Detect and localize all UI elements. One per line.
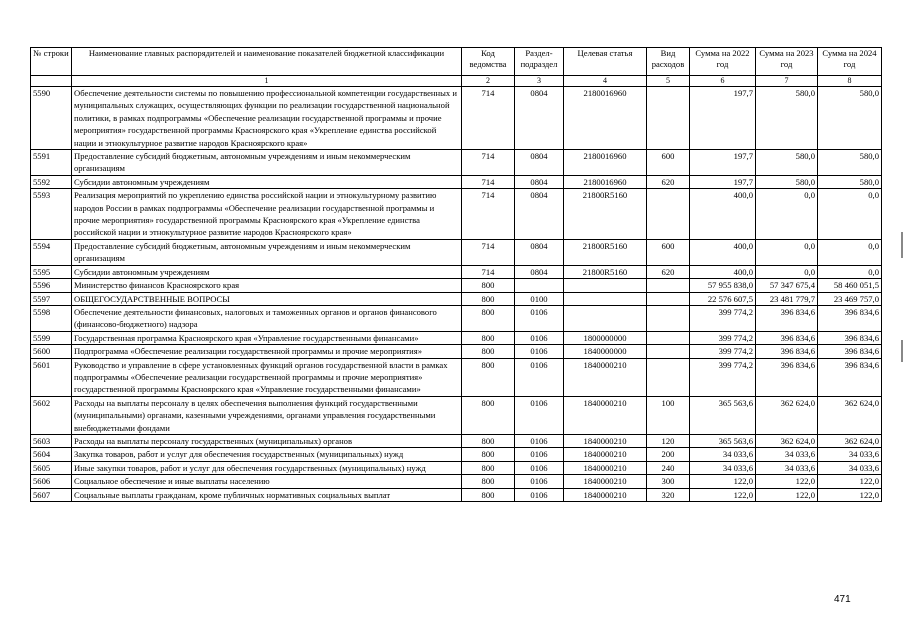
cell-section: 0106 [515, 345, 564, 358]
column-number: 4 [564, 76, 647, 87]
cell-name: Иные закупки товаров, работ и услуг для обеспечения государственных (муниципальных) нужд [72, 461, 462, 474]
cell-section: 0804 [515, 265, 564, 278]
table-row [31, 189, 882, 240]
cell-sum-2023: 0,0 [756, 239, 818, 265]
cell-dept-code: 714 [462, 175, 515, 188]
cell-sum-2024: 396 834,6 [818, 345, 882, 358]
cell-name: Предоставление субсидий бюджетным, автономным учреждениям и иным некоммерческим организациям [72, 239, 462, 265]
cell-sum-2024: 362 624,0 [818, 396, 882, 434]
cell-sum-2022: 122,0 [690, 488, 756, 501]
cell-dept-code: 800 [462, 475, 515, 488]
cell-expense-type: 300 [647, 475, 690, 488]
column-number [31, 76, 72, 87]
header-target-article: Целевая статья [564, 48, 647, 76]
cell-name: Реализация мероприятий по укреплению единства российской нации и этнокультурному развитию народов России в рамках подпрограммы «Обеспечение реализации государственной программы и прочие мероприятия» государственной программы Красноярского края «Укрепление единства российской нации и этнокультурное развитие народов Красноярского края» [72, 189, 462, 240]
cell-sum-2024: 362 624,0 [818, 434, 882, 447]
cell-section: 0804 [515, 150, 564, 176]
cell-sum-2023: 580,0 [756, 175, 818, 188]
header-sum-2022: Сумма на 2022 год [690, 48, 756, 76]
cell-sum-2024: 0,0 [818, 239, 882, 265]
column-number: 5 [647, 76, 690, 87]
cell-section: 0106 [515, 358, 564, 396]
cell-sum-2024: 396 834,6 [818, 305, 882, 331]
cell-section: 0106 [515, 331, 564, 344]
cell-row-number: 5592 [31, 175, 72, 188]
cell-row-number: 5602 [31, 396, 72, 434]
cell-section: 0804 [515, 87, 564, 150]
cell-section: 0106 [515, 396, 564, 434]
table-row [31, 87, 882, 150]
cell-expense-type: 320 [647, 488, 690, 501]
cell-dept-code: 800 [462, 345, 515, 358]
cell-section: 0804 [515, 189, 564, 240]
cell-section: 0100 [515, 292, 564, 305]
cell-row-number: 5597 [31, 292, 72, 305]
cell-sum-2024: 580,0 [818, 87, 882, 150]
cell-dept-code: 800 [462, 305, 515, 331]
cell-row-number: 5606 [31, 475, 72, 488]
column-number: 1 [72, 76, 462, 87]
cell-sum-2023: 34 033,6 [756, 461, 818, 474]
cell-name: Министерство финансов Красноярского края [72, 279, 462, 292]
cell-dept-code: 714 [462, 189, 515, 240]
header-name: Наименование главных распорядителей и наименование показателей бюджетной классификации [72, 48, 462, 76]
cell-section: 0106 [515, 305, 564, 331]
cell-sum-2023: 396 834,6 [756, 345, 818, 358]
cell-name: Расходы на выплаты персоналу государственных (муниципальных) органов [72, 434, 462, 447]
cell-dept-code: 800 [462, 279, 515, 292]
cell-sum-2022: 399 774,2 [690, 358, 756, 396]
cell-row-number: 5594 [31, 239, 72, 265]
cell-target-article [564, 292, 647, 305]
cell-target-article: 21800R5160 [564, 265, 647, 278]
cell-sum-2023: 23 481 779,7 [756, 292, 818, 305]
table-row [31, 279, 882, 292]
cell-target-article: 1840000210 [564, 358, 647, 396]
cell-dept-code: 800 [462, 331, 515, 344]
cell-sum-2023: 396 834,6 [756, 358, 818, 396]
cell-target-article: 1840000210 [564, 475, 647, 488]
table-row [31, 396, 882, 434]
cell-section: 0106 [515, 448, 564, 461]
cell-sum-2023: 57 347 675,4 [756, 279, 818, 292]
cell-sum-2022: 57 955 838,0 [690, 279, 756, 292]
cell-sum-2024: 396 834,6 [818, 331, 882, 344]
scan-edge-mark [901, 340, 903, 362]
cell-sum-2023: 0,0 [756, 265, 818, 278]
cell-target-article: 1840000210 [564, 461, 647, 474]
cell-sum-2022: 399 774,2 [690, 305, 756, 331]
cell-target-article: 1840000210 [564, 434, 647, 447]
cell-row-number: 5607 [31, 488, 72, 501]
table-row [31, 292, 882, 305]
cell-dept-code: 714 [462, 265, 515, 278]
cell-sum-2024: 396 834,6 [818, 358, 882, 396]
header-row-number: № строки [31, 48, 72, 76]
table-row [31, 448, 882, 461]
cell-row-number: 5600 [31, 345, 72, 358]
cell-dept-code: 800 [462, 488, 515, 501]
cell-sum-2024: 580,0 [818, 175, 882, 188]
column-number: 6 [690, 76, 756, 87]
header-sum-2023: Сумма на 2023 год [756, 48, 818, 76]
cell-name: Обеспечение деятельности системы по повышению профессиональной компетенции государственных и муниципальных служащих, осуществляющих функции по реализации государственной национальной политики, в рамках подпрограммы «Обеспечение реализации государственной программы и прочие мероприятия» государственной программы Красноярского края «Укрепление единства российской нации и этнокультурное развитие народов Красноярского края» [72, 87, 462, 150]
cell-sum-2022: 365 563,6 [690, 396, 756, 434]
cell-sum-2023: 396 834,6 [756, 305, 818, 331]
cell-name: ОБЩЕГОСУДАРСТВЕННЫЕ ВОПРОСЫ [72, 292, 462, 305]
cell-dept-code: 714 [462, 239, 515, 265]
cell-sum-2023: 122,0 [756, 488, 818, 501]
column-number: 3 [515, 76, 564, 87]
header-expense-type: Вид расходов [647, 48, 690, 76]
table-row [31, 175, 882, 188]
cell-sum-2023: 362 624,0 [756, 396, 818, 434]
cell-name: Закупка товаров, работ и услуг для обеспечения государственных (муниципальных) нужд [72, 448, 462, 461]
cell-name: Обеспечение деятельности финансовых, налоговых и таможенных органов и органов финансового (финансово-бюджетного) надзора [72, 305, 462, 331]
column-number: 8 [818, 76, 882, 87]
cell-name: Подпрограмма «Обеспечение реализации государственной программы и прочие мероприятия» [72, 345, 462, 358]
cell-target-article: 1840000210 [564, 488, 647, 501]
table-row [31, 488, 882, 501]
cell-expense-type [647, 279, 690, 292]
cell-sum-2024: 580,0 [818, 150, 882, 176]
cell-sum-2023: 580,0 [756, 87, 818, 150]
cell-sum-2024: 58 460 051,5 [818, 279, 882, 292]
cell-dept-code: 800 [462, 448, 515, 461]
cell-expense-type: 200 [647, 448, 690, 461]
table-row [31, 305, 882, 331]
cell-expense-type [647, 87, 690, 150]
cell-sum-2023: 580,0 [756, 150, 818, 176]
cell-sum-2022: 400,0 [690, 239, 756, 265]
cell-sum-2022: 122,0 [690, 475, 756, 488]
cell-section: 0106 [515, 434, 564, 447]
cell-expense-type [647, 331, 690, 344]
cell-expense-type: 620 [647, 175, 690, 188]
cell-sum-2022: 365 563,6 [690, 434, 756, 447]
cell-target-article: 1840000000 [564, 345, 647, 358]
cell-section: 0804 [515, 239, 564, 265]
cell-sum-2023: 122,0 [756, 475, 818, 488]
cell-name: Субсидии автономным учреждениям [72, 175, 462, 188]
cell-sum-2022: 400,0 [690, 265, 756, 278]
cell-expense-type: 620 [647, 265, 690, 278]
cell-row-number: 5596 [31, 279, 72, 292]
cell-sum-2023: 34 033,6 [756, 448, 818, 461]
cell-sum-2023: 0,0 [756, 189, 818, 240]
cell-name: Государственная программа Красноярского края «Управление государственными финансами» [72, 331, 462, 344]
cell-name: Социальное обеспечение и иные выплаты населению [72, 475, 462, 488]
table-row [31, 239, 882, 265]
cell-sum-2023: 362 624,0 [756, 434, 818, 447]
cell-sum-2024: 0,0 [818, 265, 882, 278]
header-section: Раздел-подраздел [515, 48, 564, 76]
cell-sum-2024: 23 469 757,0 [818, 292, 882, 305]
table-row [31, 434, 882, 447]
cell-target-article: 1800000000 [564, 331, 647, 344]
cell-name: Расходы на выплаты персоналу в целях обеспечения выполнения функций государственными (муниципальными) органами, казенными учреждениями, органами управления государственными внебюджетными фондами [72, 396, 462, 434]
cell-row-number: 5599 [31, 331, 72, 344]
cell-dept-code: 800 [462, 461, 515, 474]
cell-row-number: 5590 [31, 87, 72, 150]
cell-sum-2024: 122,0 [818, 488, 882, 501]
cell-sum-2024: 34 033,6 [818, 461, 882, 474]
cell-name: Руководство и управление в сфере установленных функций органов государственной власти в рамках подпрограммы «Обеспечение реализации государственной программы и прочие мероприятия» государственной программы Красноярского края «Управление государственными финансами» [72, 358, 462, 396]
cell-expense-type: 600 [647, 150, 690, 176]
cell-target-article: 2180016960 [564, 175, 647, 188]
cell-row-number: 5598 [31, 305, 72, 331]
table-row [31, 265, 882, 278]
table-row [31, 461, 882, 474]
cell-dept-code: 800 [462, 396, 515, 434]
cell-expense-type [647, 345, 690, 358]
table-row [31, 150, 882, 176]
cell-row-number: 5591 [31, 150, 72, 176]
cell-target-article [564, 279, 647, 292]
cell-name: Субсидии автономным учреждениям [72, 265, 462, 278]
cell-sum-2022: 34 033,6 [690, 448, 756, 461]
cell-dept-code: 714 [462, 87, 515, 150]
cell-target-article: 1840000210 [564, 396, 647, 434]
cell-dept-code: 800 [462, 292, 515, 305]
cell-row-number: 5604 [31, 448, 72, 461]
cell-row-number: 5593 [31, 189, 72, 240]
cell-sum-2024: 122,0 [818, 475, 882, 488]
cell-sum-2024: 34 033,6 [818, 448, 882, 461]
column-number: 2 [462, 76, 515, 87]
cell-section: 0106 [515, 488, 564, 501]
cell-name: Предоставление субсидий бюджетным, автономным учреждениям и иным некоммерческим организациям [72, 150, 462, 176]
cell-section: 0106 [515, 461, 564, 474]
table-row [31, 358, 882, 396]
cell-row-number: 5595 [31, 265, 72, 278]
cell-expense-type: 120 [647, 434, 690, 447]
cell-expense-type [647, 292, 690, 305]
cell-sum-2022: 399 774,2 [690, 331, 756, 344]
table-row [31, 331, 882, 344]
cell-section: 0106 [515, 475, 564, 488]
cell-expense-type: 240 [647, 461, 690, 474]
cell-row-number: 5603 [31, 434, 72, 447]
header-dept-code: Код ведомства [462, 48, 515, 76]
column-number-row [31, 76, 882, 87]
cell-name: Социальные выплаты гражданам, кроме публичных нормативных социальных выплат [72, 488, 462, 501]
table-row [31, 345, 882, 358]
cell-section [515, 279, 564, 292]
cell-sum-2022: 399 774,2 [690, 345, 756, 358]
cell-dept-code: 800 [462, 434, 515, 447]
table-body [31, 87, 882, 502]
cell-expense-type: 600 [647, 239, 690, 265]
cell-target-article: 1840000210 [564, 448, 647, 461]
cell-sum-2023: 396 834,6 [756, 331, 818, 344]
cell-sum-2022: 22 576 607,5 [690, 292, 756, 305]
page-number: 471 [834, 594, 851, 605]
cell-sum-2022: 197,7 [690, 175, 756, 188]
table-row [31, 475, 882, 488]
budget-table [30, 47, 882, 502]
column-number: 7 [756, 76, 818, 87]
cell-expense-type [647, 358, 690, 396]
cell-target-article: 21800R5160 [564, 189, 647, 240]
cell-target-article: 2180016960 [564, 150, 647, 176]
cell-expense-type [647, 305, 690, 331]
header-sum-2024: Сумма на 2024 год [818, 48, 882, 76]
cell-dept-code: 714 [462, 150, 515, 176]
scan-edge-mark [901, 232, 903, 258]
cell-target-article: 21800R5160 [564, 239, 647, 265]
cell-target-article: 2180016960 [564, 87, 647, 150]
cell-target-article [564, 305, 647, 331]
cell-sum-2022: 34 033,6 [690, 461, 756, 474]
cell-section: 0804 [515, 175, 564, 188]
cell-dept-code: 800 [462, 358, 515, 396]
cell-sum-2022: 197,7 [690, 87, 756, 150]
cell-sum-2022: 197,7 [690, 150, 756, 176]
table-header [31, 48, 882, 87]
cell-expense-type: 100 [647, 396, 690, 434]
cell-row-number: 5601 [31, 358, 72, 396]
cell-sum-2024: 0,0 [818, 189, 882, 240]
cell-expense-type [647, 189, 690, 240]
cell-sum-2022: 400,0 [690, 189, 756, 240]
cell-row-number: 5605 [31, 461, 72, 474]
